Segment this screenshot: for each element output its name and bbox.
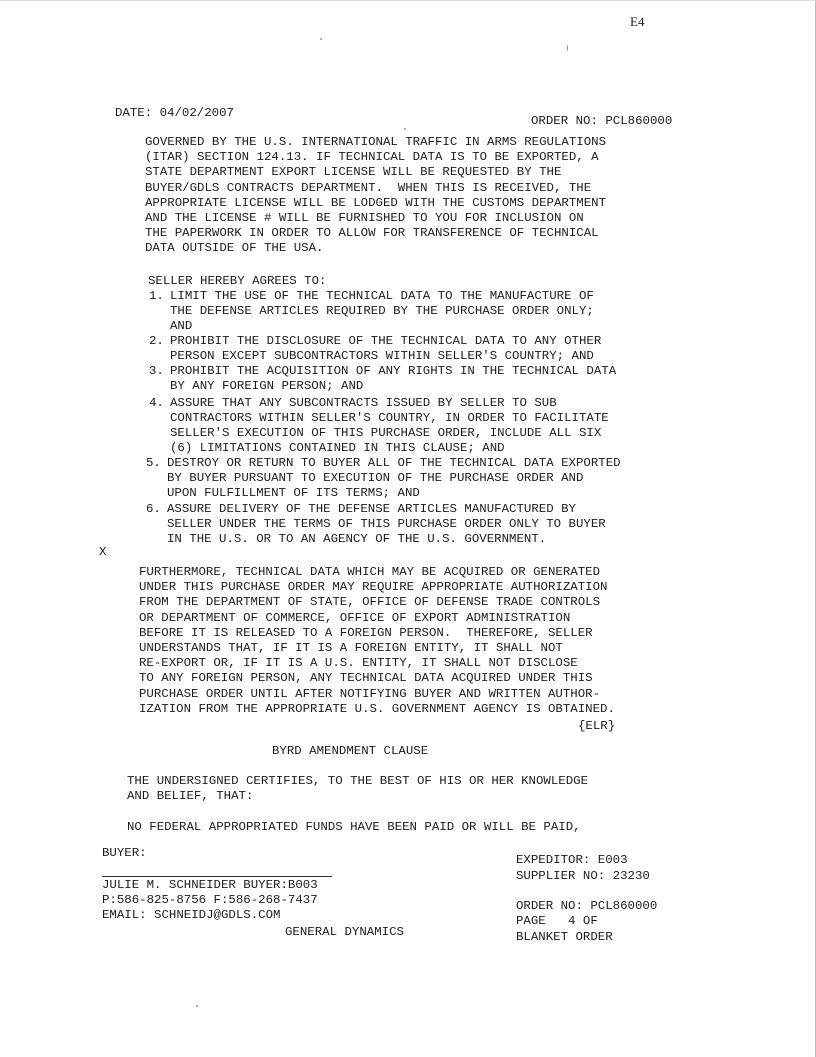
page-number: PAGE 4 OF [516, 914, 598, 928]
company-name: GENERAL DYNAMICS [285, 925, 404, 939]
text-line: DESTROY OR RETURN TO BUYER ALL OF THE TECHNICAL DATA EXPORTED [167, 456, 621, 470]
text-line: (ITAR) SECTION 124.13. IF TECHNICAL DATA IS TO BE EXPORTED, A [145, 150, 599, 165]
text-line: APPROPRIATE LICENSE WILL BE LODGED WITH THE CUSTOMS DEPARTMENT [145, 195, 607, 210]
text-line: UNDERSTANDS THAT, IF IT IS A FOREIGN ENTITY, IT SHALL NOT [139, 641, 563, 656]
text-line: UPON FULFILLMENT OF ITS TERMS; AND [167, 486, 420, 501]
text-line: IZATION FROM THE APPROPRIATE U.S. GOVERNMENT AGENCY IS OBTAINED. [139, 701, 615, 716]
header-order-number: ORDER NO: PCL860000 [531, 114, 673, 128]
text-line: SELLER UNDER THE TERMS OF THIS PURCHASE ORDER ONLY TO BUYER [167, 517, 606, 532]
text-line: ASSURE THAT ANY SUBCONTRACTS ISSUED BY SELLER TO SUB [170, 396, 557, 410]
text-line: FURTHERMORE, TECHNICAL DATA WHICH MAY BE ACQUIRED OR GENERATED [139, 565, 601, 579]
text-line: CONTRACTORS WITHIN SELLER'S COUNTRY, IN ORDER TO FACILITATE [170, 411, 609, 426]
scan-speck [567, 45, 568, 51]
order-type: BLANKET ORDER [516, 930, 613, 944]
text-line: PERSON EXCEPT SUBCONTRACTORS WITHIN SELLER'S COUNTRY; AND [170, 349, 594, 364]
buyer-phone-fax: P:586-825-8756 F:586-268-7437 [102, 893, 318, 907]
text-line: (6) LIMITATIONS CONTAINED IN THIS CLAUSE; AND [170, 441, 505, 456]
text-line: RE-EXPORT OR, IF IT IS A U.S. ENTITY, IT SHALL NOT DISCLOSE [139, 656, 578, 671]
text-line: THE UNDERSIGNED CERTIFIES, TO THE BEST OF HIS OR HER KNOWLEDGE [127, 774, 589, 788]
text-line: UNDER THIS PURCHASE ORDER MAY REQUIRE APPROPRIATE AUTHORIZATION [139, 580, 608, 595]
text-line: AND BELIEF, THAT: [127, 789, 254, 804]
text-line: AND THE LICENSE # WILL BE FURNISHED TO YOU FOR INCLUSION ON [145, 211, 584, 226]
text-line: PROHIBIT THE DISCLOSURE OF THE TECHNICAL DATA TO ANY OTHER [170, 334, 602, 348]
text-line: TO ANY FOREIGN PERSON, ANY TECHNICAL DATA ACQUIRED UNDER THIS [139, 671, 593, 686]
elr-tag: {ELR} [578, 719, 616, 733]
text-line: PURCHASE ORDER UNTIL AFTER NOTIFYING BUYER AND WRITTEN AUTHOR- [139, 686, 601, 701]
text-line: OR DEPARTMENT OF COMMERCE, OFFICE OF EXPORT ADMINISTRATION [139, 610, 571, 625]
text-line: BEFORE IT IS RELEASED TO A FOREIGN PERSON. THEREFORE, SELLER [139, 625, 593, 640]
item-number: 4. [149, 396, 164, 410]
text-line: LIMIT THE USE OF THE TECHNICAL DATA TO THE MANUFACTURE OF [170, 289, 594, 303]
signature-line [102, 876, 332, 877]
item-number: 6. [146, 502, 161, 516]
item-number: 1. [149, 289, 164, 303]
byrd-amendment-title: BYRD AMENDMENT CLAUSE [272, 744, 429, 758]
text-line: PROHIBIT THE ACQUISITION OF ANY RIGHTS IN THE TECHNICAL DATA [170, 364, 617, 378]
byrd-certifies-paragraph [127, 774, 588, 804]
text-line: BY BUYER PURSUANT TO EXECUTION OF THE PURCHASE ORDER AND [167, 471, 584, 486]
supplier-number: SUPPLIER NO: 23230 [516, 869, 650, 883]
scan-speck [320, 38, 322, 40]
expeditor: EXPEDITOR: E003 [516, 853, 628, 867]
text-line: STATE DEPARTMENT EXPORT LICENSE WILL BE REQUESTED BY THE [145, 165, 562, 180]
footer-order-number: ORDER NO: PCL860000 [516, 899, 658, 913]
buyer-name: JULIE M. SCHNEIDER BUYER:B003 [102, 878, 318, 892]
scan-speck [196, 1005, 198, 1007]
text-line: DATA OUTSIDE OF THE USA. [145, 241, 324, 256]
text-line: SELLER'S EXECUTION OF THIS PURCHASE ORDER, INCLUDE ALL SIX [170, 426, 602, 441]
text-line: GOVERNED BY THE U.S. INTERNATIONAL TRAFFIC IN ARMS REGULATIONS [145, 135, 607, 149]
furthermore-paragraph [139, 565, 615, 717]
itar-paragraph [145, 135, 606, 257]
buyer-label: BUYER: [102, 846, 147, 860]
text-line: THE PAPERWORK IN ORDER TO ALLOW FOR TRANSFERENCE OF TECHNICAL [145, 226, 599, 241]
text-line: FROM THE DEPARTMENT OF STATE, OFFICE OF DEFENSE TRADE CONTROLS [139, 595, 601, 610]
text-line: THE DEFENSE ARTICLES REQUIRED BY THE PURCHASE ORDER ONLY; [170, 304, 594, 319]
text-line: BUYER/GDLS CONTRACTS DEPARTMENT. WHEN THIS IS RECEIVED, THE [145, 180, 592, 195]
seller-agrees-heading: SELLER HEREBY AGREES TO: [148, 274, 327, 288]
document-date: DATE: 04/02/2007 [115, 106, 234, 120]
text-line: IN THE U.S. OR TO AN AGENCY OF THE U.S. GOVERNMENT. [167, 532, 547, 547]
no-federal-funds-line: NO FEDERAL APPROPRIATED FUNDS HAVE BEEN PAID OR WILL BE PAID, [127, 820, 581, 834]
margin-x-mark: X [99, 545, 107, 559]
text-line: ASSURE DELIVERY OF THE DEFENSE ARTICLES MANUFACTURED BY [167, 502, 576, 516]
item-number: 3. [149, 364, 164, 378]
text-line: BY ANY FOREIGN PERSON; AND [170, 379, 364, 394]
buyer-email: EMAIL: SCHNEIDJ@GDLS.COM [102, 908, 281, 922]
item-number: 5. [146, 456, 161, 470]
page-mark: E4 [630, 14, 645, 29]
scan-speck [404, 128, 406, 130]
text-line: AND [170, 319, 193, 334]
item-number: 2. [149, 334, 164, 348]
